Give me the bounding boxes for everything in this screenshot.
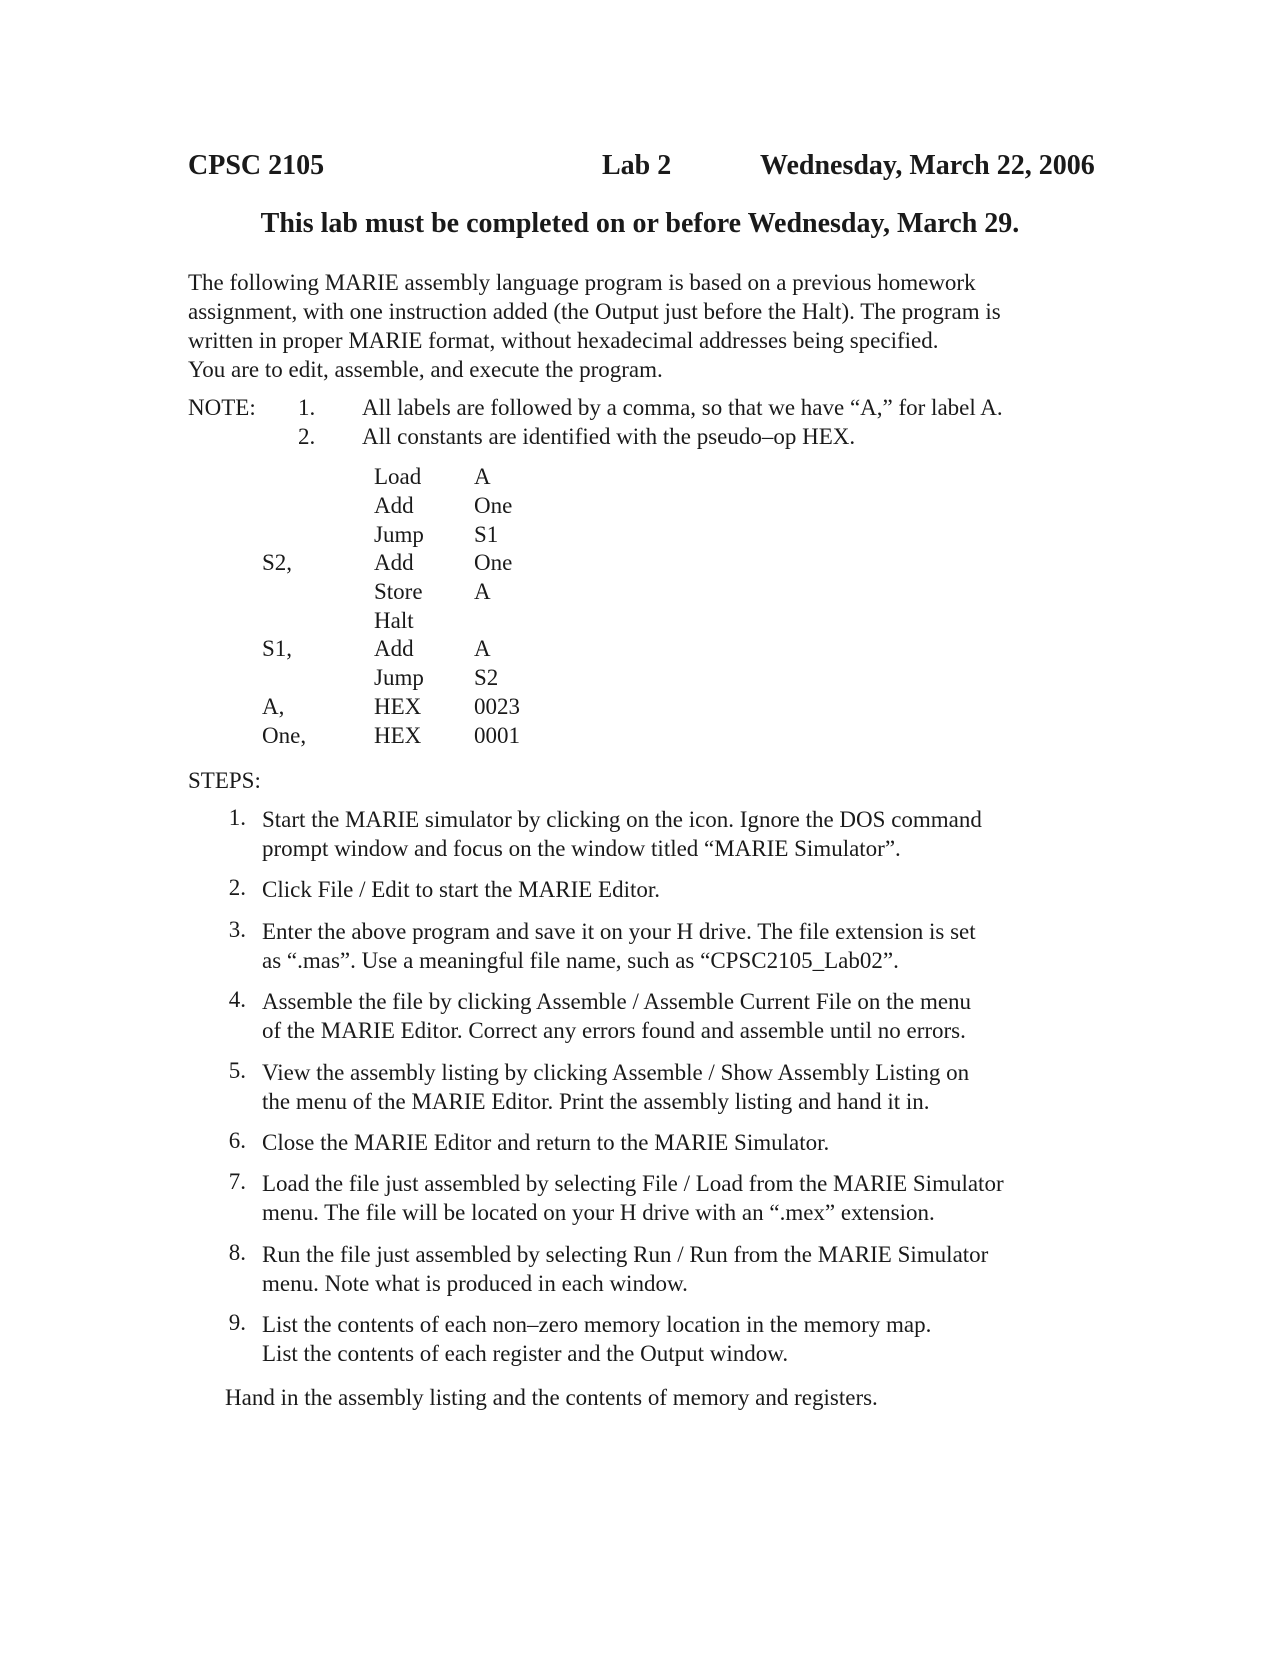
- step-text: [262, 805, 982, 863]
- code-arg: 0001: [474, 723, 520, 748]
- code-arg: S1: [474, 522, 499, 547]
- step-number: 6.: [228, 1128, 246, 1153]
- step-line: Click File / Edit to start the MARIE Editor.: [262, 877, 660, 902]
- step-text: [262, 875, 660, 904]
- steps-label: STEPS:: [188, 768, 261, 793]
- code-arg: S2: [474, 665, 499, 690]
- code-arg: A: [474, 636, 491, 661]
- header-date: Wednesday, March 22, 2006: [760, 150, 1095, 181]
- code-arg: One: [474, 550, 513, 575]
- page-title: This lab must be completed on or before Wednesday, March 29.: [260, 208, 1020, 239]
- step-number: 9.: [228, 1310, 246, 1335]
- step-line: as “.mas”. Use a meaningful file name, such as “CPSC2105_Lab02”.: [262, 948, 899, 973]
- step-line: prompt window and focus on the window titled “MARIE Simulator”.: [262, 836, 901, 861]
- code-arg: 0023: [474, 694, 520, 719]
- step-line: of the MARIE Editor. Correct any errors found and assemble until no errors.: [262, 1018, 966, 1043]
- code-arg: A: [474, 464, 491, 489]
- note-item-number: 2.: [298, 424, 316, 449]
- step-number: 4.: [228, 987, 246, 1012]
- code-op: Jump: [374, 665, 424, 690]
- footer-instruction: Hand in the assembly listing and the contents of memory and registers.: [225, 1385, 878, 1410]
- step-number: 2.: [228, 875, 246, 900]
- code-label: A,: [262, 694, 285, 719]
- intro-line: You are to edit, assemble, and execute the program.: [188, 357, 663, 382]
- code-op: Store: [374, 579, 423, 604]
- intro-line: written in proper MARIE format, without hexadecimal addresses being specified.: [188, 328, 939, 353]
- code-op: Jump: [374, 522, 424, 547]
- code-op: Halt: [374, 608, 414, 633]
- step-line: List the contents of each register and the Output window.: [262, 1341, 789, 1366]
- step-line: Enter the above program and save it on your H drive. The file extension is set: [262, 919, 976, 944]
- note-label: NOTE:: [188, 395, 256, 420]
- code-op: Add: [374, 550, 414, 575]
- step-text: [262, 1128, 829, 1157]
- step-text: [262, 987, 971, 1045]
- step-text: [262, 1058, 969, 1116]
- header-course: CPSC 2105: [188, 150, 325, 181]
- code-label: S1,: [262, 636, 293, 661]
- code-label: One,: [262, 723, 307, 748]
- code-op: HEX: [374, 694, 422, 719]
- code-label: S2,: [262, 550, 293, 575]
- step-line: menu. Note what is produced in each window.: [262, 1271, 688, 1296]
- step-line: the menu of the MARIE Editor. Print the assembly listing and hand it in.: [262, 1089, 930, 1114]
- code-arg: A: [474, 579, 491, 604]
- step-number: 1.: [228, 805, 246, 830]
- step-line: Load the file just assembled by selecting File / Load from the MARIE Simulator: [262, 1171, 1004, 1196]
- step-text: [262, 1169, 1004, 1227]
- code-op: Load: [374, 464, 422, 489]
- step-number: 5.: [228, 1058, 246, 1083]
- step-line: List the contents of each non–zero memory location in the memory map.: [262, 1312, 932, 1337]
- intro-line: assignment, with one instruction added (the Output just before the Halt). The program is: [188, 299, 1001, 324]
- code-op: HEX: [374, 723, 422, 748]
- step-line: Run the file just assembled by selecting Run / Run from the MARIE Simulator: [262, 1242, 989, 1267]
- code-op: Add: [374, 636, 414, 661]
- header-lab: Lab 2: [602, 150, 672, 181]
- code-op: Add: [374, 493, 414, 518]
- step-line: Close the MARIE Editor and return to the MARIE Simulator.: [262, 1130, 830, 1155]
- code-arg: One: [474, 493, 513, 518]
- intro-paragraph: [188, 268, 1001, 384]
- step-text: [262, 917, 976, 975]
- step-text: [262, 1240, 988, 1298]
- note-item-text: All constants are identified with the pseudo–op HEX.: [362, 424, 856, 449]
- step-number: 8.: [228, 1240, 246, 1265]
- intro-line: The following MARIE assembly language program is based on a previous homework: [188, 270, 976, 295]
- step-line: Assemble the file by clicking Assemble / Assemble Current File on the menu: [262, 989, 972, 1014]
- step-text: [262, 1310, 931, 1368]
- step-number: 7.: [228, 1169, 246, 1194]
- note-item-number: 1.: [298, 395, 316, 420]
- step-line: menu. The file will be located on your H drive with an “.mex” extension.: [262, 1200, 935, 1225]
- step-line: View the assembly listing by clicking Assemble / Show Assembly Listing on: [262, 1060, 970, 1085]
- step-number: 3.: [228, 917, 246, 942]
- note-item-text: All labels are followed by a comma, so that we have “A,” for label A.: [362, 395, 1003, 420]
- step-line: Start the MARIE simulator by clicking on the icon. Ignore the DOS command: [262, 807, 982, 832]
